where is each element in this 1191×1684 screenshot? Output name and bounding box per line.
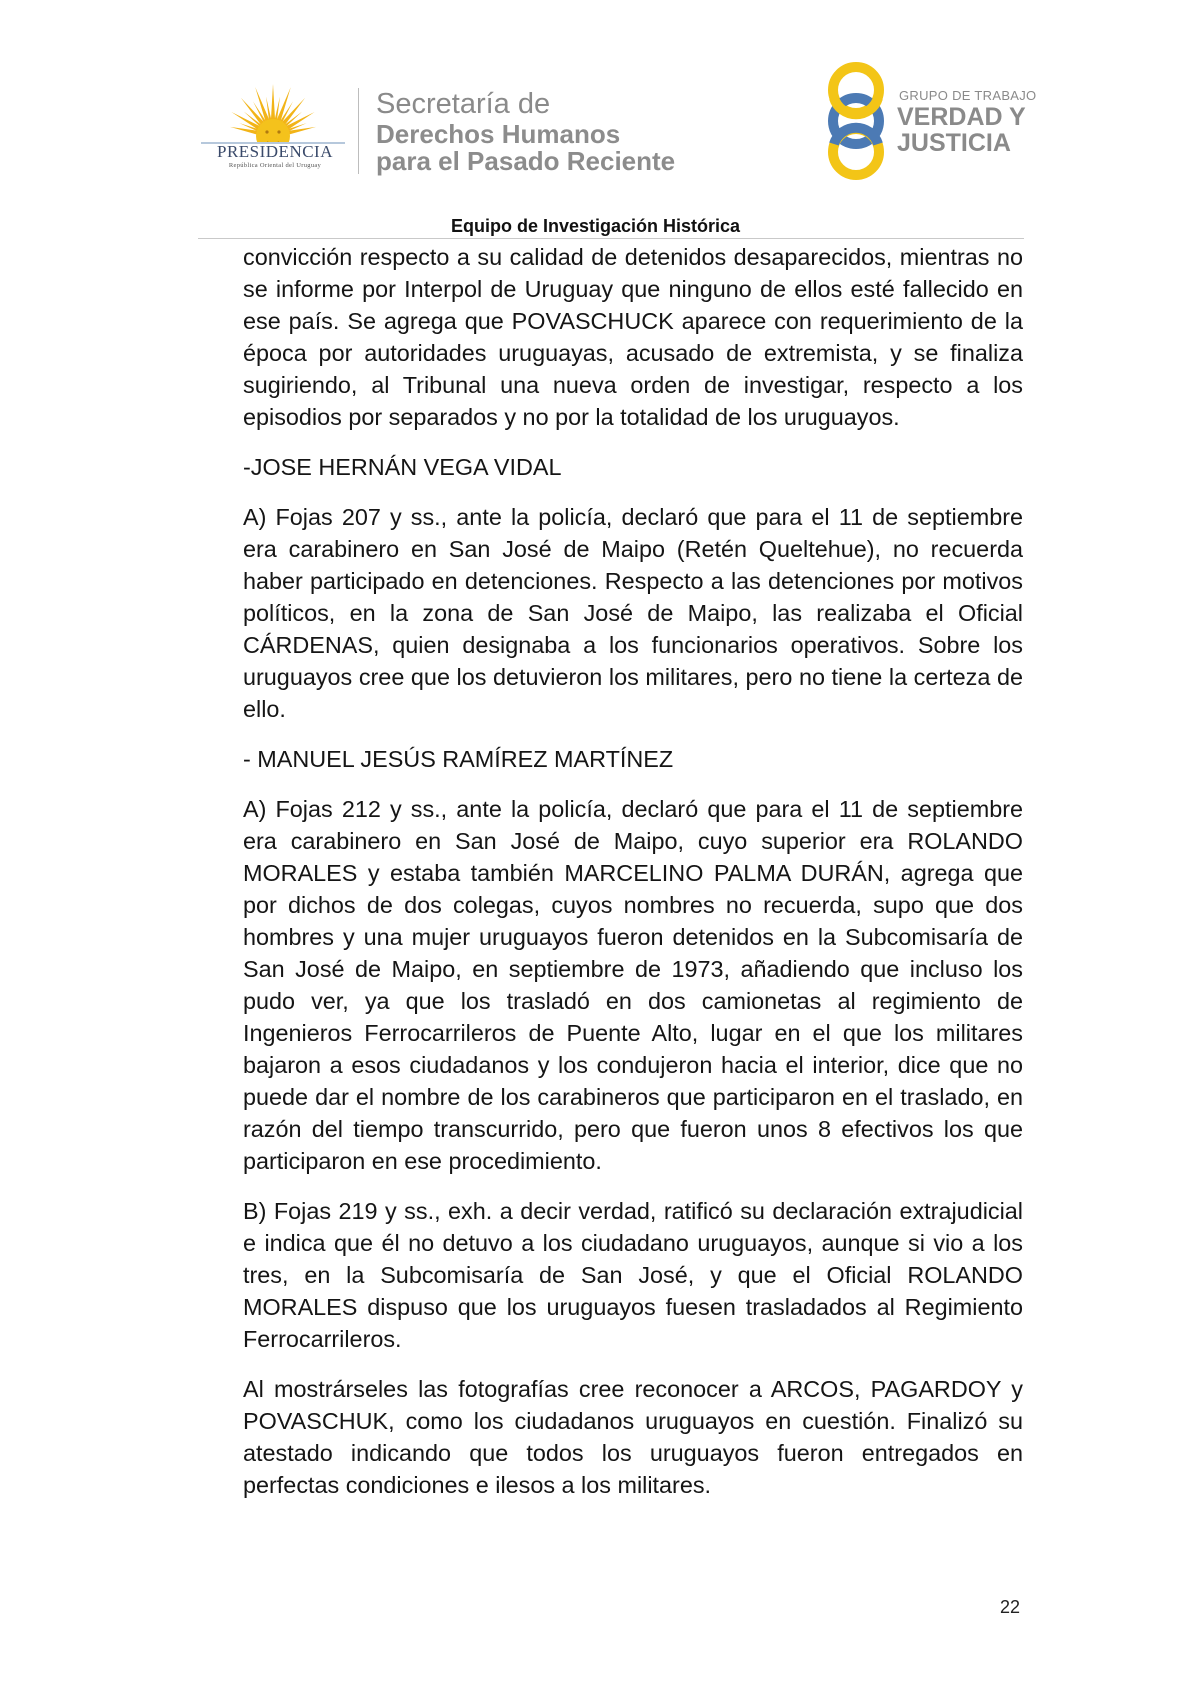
section-heading-ramirez-martinez: - MANUEL JESÚS RAMÍREZ MARTÍNEZ — [243, 746, 674, 772]
logo-divider — [358, 88, 359, 174]
verdad-justicia-wordmark — [897, 104, 1026, 156]
presidencia-wordmark: PRESIDENCIA — [216, 142, 333, 161]
section-heading-vega-vidal: -JOSE HERNÁN VEGA VIDAL — [243, 454, 562, 480]
page-number: 22 — [1000, 1597, 1021, 1617]
verdad-justicia-rings-logo — [820, 60, 892, 182]
paragraph: B) Fojas 219 y ss., exh. a decir verdad, ratificó su declaración extrajudicial e indica que él no detuvo a los ciudadano uruguayos, aunque si vio a los tres, en la Subcomisaría de San José, y que el Oficial ROLANDO MORALES dispuso que los uruguayos fuesen trasladados al Regimiento Ferrocarrileros. — [243, 1198, 1023, 1352]
secretaria-line-3: para el Pasado Reciente — [376, 146, 676, 176]
secretaria-line-2: Derechos Humanos — [376, 119, 621, 149]
grupo-de-trabajo-label: GRUPO DE TRABAJO — [899, 88, 1037, 103]
justicia-label: JUSTICIA — [897, 129, 1011, 157]
team-title: Equipo de Investigación Histórica — [450, 216, 741, 236]
header-rule — [198, 238, 1024, 239]
paragraph: A) Fojas 212 y ss., ante la policía, declaró que para el 11 de septiembre era carabinero en San José de Maipo, cuyo superior era ROLANDO MORALES y estaba también MARCELINO PALMA DURÁN, agrega que por dichos de dos colegas, cuyos nombres no recuerda, supo que dos hombres y una mujer uruguayos fueron detenidos en la Subcomisaría de San José de Maipo, en septiembre de 1973, añadiendo que incluso los pudo ver, ya que los trasladó en dos camionetas al regimiento de Ingenieros Ferrocarrileros de Puente Alto, lugar en el que los militares bajaron a esos ciudadanos y los condujeron hacia el interior, dice que no puede dar el nombre de los carabineros que participaron en el traslado, en razón del tiempo transcurrido, pero que fueron unos 8 efectivos los que participaron en ese procedimiento. — [243, 796, 1023, 1174]
verdad-y-label: VERDAD Y — [897, 103, 1026, 131]
page-header — [0, 0, 1191, 235]
paragraph: convicción respecto a su calidad de detenidos desaparecidos, mientras no se informe por Interpol de Uruguay que ninguno de ellos esté fallecido en ese país. Se agrega que POVASCHUCK aparece con requerimiento de la época por autoridades uruguayas, acusado de extremista, y se finaliza sugiriendo, al Tribunal una nueva orden de investigar, respecto a los episodios por separados y no por la totalidad de los uruguayos. — [243, 244, 1023, 430]
secretaria-line-1: Secretaría de — [376, 88, 551, 120]
paragraph: A) Fojas 207 y ss., ante la policía, declaró que para el 11 de septiembre era carabinero en San José de Maipo (Retén Queltehue), no recuerda haber participado en detenciones. Respecto a las detenciones por motivos políticos, en la zona de San José de Maipo, las realizaba el Oficial CÁRDENAS, quien designaba a los funcionarios operativos. Sobre los uruguayos cree que los detuvieron los militares, pero no tiene la certeza de ello. — [243, 504, 1023, 722]
document-body — [243, 241, 1023, 1519]
paragraph: Al mostrárseles las fotografías cree reconocer a ARCOS, PAGARDOY y POVASCHUK, como los ciudadanos uruguayos en cuestión. Finalizó su atestado indicando que todos los uruguayos fueron entregados en perfectas condiciones e ilesos a los militares. — [243, 1376, 1023, 1498]
secretaria-title — [376, 90, 675, 175]
presidencia-subtitle: República Oriental del Uruguay — [228, 162, 322, 169]
